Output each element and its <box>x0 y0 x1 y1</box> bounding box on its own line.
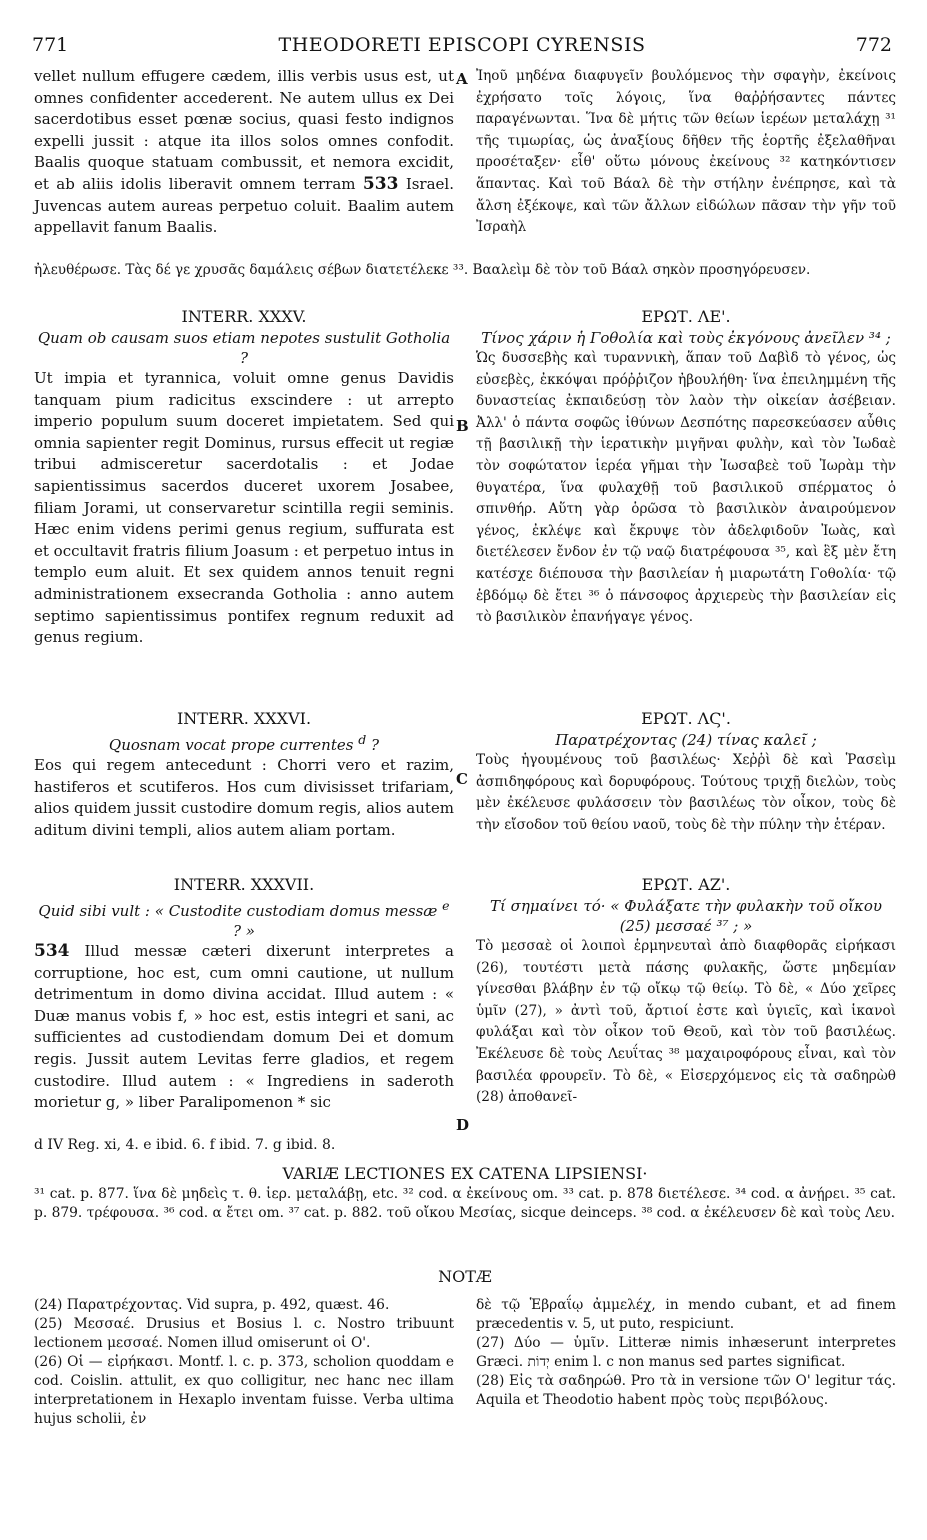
column-number: 533 <box>362 173 399 194</box>
intro-latin-end: Israel. Juvencas autem aureas perpetuo coluit. Baalim autem appellavit fanum Baalis. <box>34 174 454 237</box>
question-subtitle: Τίνος χάριν ἡ Γοθολία καὶ τοὺς ἐκγόνους ἀνεῖλεν ³⁴ ; <box>481 329 891 347</box>
intro-greek-full: ἠλευθέρωσε. Τὰς δέ γε χρυσᾶς δαμάλεις σέβων διατετέλεκε ³³. Βααλεὶμ δὲ τὸν τοῦ Βάαλ σηκὸν προσηγόρευσεν. <box>34 262 811 278</box>
margin-marker-b: B <box>456 417 469 435</box>
margin-marker-c: C <box>456 770 468 788</box>
subtitle-end: ? » <box>233 922 255 940</box>
question-subtitle: Παρατρέχοντας (24) τίνας καλεῖ ; <box>555 731 817 749</box>
question-subtitle <box>34 730 454 755</box>
question-text: Ὡς δυσσεβὴς καὶ τυραννικὴ, ἅπαν τοῦ Δαβὶδ τὸ γένος, ὡς εὐσεβὲς, ἐκκόψαι πρόῤῥιζον ἠβουλήθη· ἵνα ἐπειλημμένη τῆς δυναστείας ἐκπαιδεύσῃ τὸν λαὸν τὴν οἰκείαν ἀσέβειαν. Ἀλλ' ὁ πάντα σοφῶς ἰθύνων Δεσπότης παρεσκεύασεν αὖθις τῇ βασιλικῇ τὴν ἱερατικὴν μιγῆναι φυλὴν, καὶ τὸν Ἰωδαὲ τὸν σοφώτατον ἱερέα γῆμαι τὴν Ἰωσαβεὲ τοῦ Ἰωρὰμ τὴν θυγατέρα, ἵνα φυλαχθῇ τοῦ βασιλικοῦ σπέρματος ὁ σπινθήρ. Αὕτη γὰρ ὁρῶσα τὸ βασιλικὸν ἀναιρούμενον γένος, ἐκλέψε καὶ ἔκρυψε τὸν ἀδελφιδοῦν Ἰωὰς, καὶ διετέλεσεν ἔνδον ἐν τῷ ναῷ διατρέφουσα ³⁵, καὶ ἓξ μὲν ἔτη κατέσχε διέπουσα τὴν βασιλείαν ἡ μιαρωτάτη Γοθολία· τῷ ἑβδόμῳ δὲ ἔτει ³⁶ ὁ πάνσοφος ἀρχιερεὺς τὴν βασιλείαν εἰς τὸ βασιλικὸν ἐπανήγαγε γένος. <box>476 350 896 626</box>
variae-lectiones <box>34 1163 896 1223</box>
intro-latin-text: vellet nullum effugere cædem, illis verbis usus est, ut omnes confidenter accederent. Ne autem ullus ex Dei sacerdotibus esset pœnæ socius, quasi festo indignos expelli jussit : atque ita illos solos omnes confodit. Baalis quoque statuam combussit, et nemora excidit, et ab aliis idolis liberavit omnem terram <box>34 67 454 193</box>
question-36-latin <box>34 708 454 841</box>
question-heading: ΕΡΩΤ. ΑΖ'. <box>641 875 731 894</box>
section-title: VARIÆ LECTIONES EX CATENA LIPSIENSI· <box>282 1164 648 1183</box>
question-heading: INTERR. XXXV. <box>181 307 307 326</box>
running-title: THEODORETI EPISCOPI CYRENSIS <box>278 34 646 56</box>
question-heading: INTERR. XXXVI. <box>176 709 312 728</box>
footnote-mark: e <box>442 898 450 913</box>
question-text: Ut impia et tyrannica, voluit omne genus Davidis tanquam pium radicitus exscindere : ut arrepto imperio populum suum doceret impietatem. Sed qui omnia sapienter regit Dominus, rursus effecit ut regiæ tribui admisceretur sacerdotalis : et Jodae sapientissimus sacerdos duceret uxorem Josabee, filiam Jorami, ut conservaretur scintilla regii seminis. Hæc enim videns perimi genus regium, suffurata est et occultavit fratris filium Joasum : et perpetuo intus in templo eum aluit. Et sex quidem annos tenuit regni administrationem exsecranda Gotholia : anno autem septimo sapientissimus pontifex regnum reduxit ad genus regium. <box>34 369 454 647</box>
question-subtitle: Quam ob causam suos etiam nepotes sustulit Gotholia ? <box>37 329 451 367</box>
subtitle-text: Quosnam vocat prope currentes <box>108 736 354 754</box>
scripture-references: d IV Reg. xi, 4. e ibid. 6. f ibid. 7. g ibid. 8. <box>34 1137 336 1153</box>
question-37-greek <box>476 874 896 1109</box>
question-35-greek <box>476 306 896 629</box>
page-number-right: 772 <box>855 34 892 56</box>
note-item: δὲ τῷ Ἑβραΐῳ ἀμμελέχ, in mendo cubant, et ad finem præcedentis v. 5, ut puto, respiciunt. <box>476 1297 896 1332</box>
note-item: (27) Δύο — ὑμῖν. Litteræ nimis inhæserunt interpretes Græci. יְדוֹת enim l. c non manus sed partes significat. <box>476 1335 896 1370</box>
question-text: Eos qui regem antecedunt : Chorri vero et razim, hastiferos et scutiferos. Hos cum divisisset trifariam, alios quidem jussit custodire domum regis, alios autem aditum divini templi, alios autem aliam portam. <box>34 756 454 839</box>
intro-greek: Ἰηοῦ μηδένα διαφυγεῖν βουλόμενος τὴν σφαγὴν, ἐκείνοις ἐχρήσατο τοῖς λόγοις, ἵνα θαῤῥήσαντες πάντες παραγένωνται. Ἵνα δὲ μήτις τῶν θείων ἱερέων μεταλάχῃ ³¹ τῆς τιμωρίας, ὡς ἀναξίους δῆθεν τῆς ἑορτῆς ἐξελαθῆναι προσέταξεν· εἶθ' οὕτω μόνους ἐκείνους ³² κατηκόντισεν ἅπαντας. Καὶ τοῦ Βάαλ δὲ τὴν στήλην ἐνέπρησε, καὶ τὰ ἄλση ἐξέκοψε, καὶ τῶν ἄλλων εἰδώλων πᾶσαν τὴν γῆν τοῦ Ἰσραὴλ <box>476 68 896 236</box>
note-item: (25) Μεσσαέ. Drusius et Bosius l. c. Nostro tribuunt lectionem μεσσαέ. Nomen illud omiserunt οἱ Ο'. <box>34 1316 454 1351</box>
question-text: Τὸ μεσσαὲ οἱ λοιποὶ ἑρμηνευταὶ ἀπὸ διαφθορᾶς εἰρήκασι (26), τουτέστι μετὰ πάσης φυλακῆς, ὥστε μηδεμίαν γίνεσθαι βλάβην ἐν τῷ οἴκῳ τῷ θείῳ. Τὸ δὲ, « Δύο χεῖρες ὑμῖν (27), » ἀντὶ τοῦ, ἄρτιοί ἐστε καὶ ὑγιεῖς, καὶ ἱκανοὶ φυλάξαι καὶ τὸν οἶκον τοῦ Θεοῦ, καὶ τὸν τοῦ βασιλέως. Ἐκέλευσε δὲ τοὺς Λευΐτας ³⁸ μαχαιροφόρους εἶναι, καὶ τὸν βασιλέα φρουρεῖν. Τὸ δὲ, « Εἰσερχόμενος εἰς τὰ σαδηρὼθ (28) ἀποθανεῖ- <box>476 938 896 1106</box>
subtitle-end: ? <box>371 736 380 754</box>
margin-marker-d: D <box>456 1116 470 1134</box>
intro-latin <box>34 66 454 239</box>
question-subtitle: Τί σημαίνει τό· « Φυλάξατε τὴν φυλακὴν τοῦ οἴκου (25) μεσσαέ ³⁷ ; » <box>489 897 883 935</box>
footnote-mark: d <box>358 732 367 747</box>
question-text <box>34 941 454 1114</box>
question-subtitle <box>34 896 454 941</box>
note-item: (26) Οἱ — εἰρήκασι. Montf. l. c. p. 373, scholion quoddam e cod. Coislin. attulit, ex quo colligitur, nec hanc nec illam interpretationem in Hexaplo inventam fuisse. Verba ultima hujus scholii, ἐν <box>34 1354 454 1427</box>
subtitle-text: Quid sibi vult : « Custodite custodiam domus messæ <box>38 902 438 920</box>
question-heading: ΕΡΩΤ. ΛΕ'. <box>641 307 731 326</box>
notae-right <box>476 1296 896 1410</box>
page-number-left: 771 <box>32 34 69 56</box>
notae-title: NOTÆ <box>438 1267 492 1286</box>
question-heading: INTERR. XXXVII. <box>173 875 315 894</box>
question-text: Τοὺς ἡγουμένους τοῦ βασιλέως· Χεῤῥὶ δὲ καὶ Ῥασεὶμ ἀσπιδηφόρους καὶ δορυφόρους. Τούτους τριχῇ διελὼν, τοὺς μὲν ἐκέλευσε φυλάσσειν τὸν βασιλέως τὸν οἶκον, τοὺς δὲ τὴν εἴσοδον τοῦ θείου ναοῦ, τοὺς δὲ τὴν πύλην τὴν ἑτέραν. <box>476 752 896 833</box>
margin-marker-a: A <box>456 70 468 88</box>
question-text-body: Illud messæ cæteri dixerunt interpretes a corruptione, hoc est, cum omni cautione, ut nullum detrimentum in domo divina accidat. Illud autem : « Duæ manus vobis f, » hoc est, estis integri et sani, ac sufficientes ad custodiendam domum Dei et domum regis. Jussit autem Levitas ferre gladios, et regem custodire. Illud autem : « Ingrediens in saderoth morietur g, » liber Paralipomenon * sic <box>34 942 454 1112</box>
notae-left <box>34 1296 454 1429</box>
running-header <box>32 34 892 64</box>
question-35-latin <box>34 306 454 649</box>
question-36-greek <box>476 708 896 836</box>
column-number: 534 <box>34 941 70 961</box>
variae-text: ³¹ cat. p. 877. ἵνα δὲ μηδεὶς τ. θ. ἱερ. μεταλάβῃ, etc. ³² cod. α ἐκείνους om. ³³ cat. p. 878 διετέλεσε. ³⁴ cod. α ἀνῄρει. ³⁵ cat. p. 879. τρέφουσα. ³⁶ cod. α ἔτει om. ³⁷ cat. p. 882. τοῦ οἴκου Μεσίας, sicque deinceps. ³⁸ cod. α ἐκέλευσεν δὲ καὶ τοὺς Λευ. <box>34 1186 896 1221</box>
note-item: (24) Παρατρέχοντας. Vid supra, p. 492, quæst. 46. <box>34 1297 390 1313</box>
note-item: (28) Εἰς τὰ σαδηρώθ. Pro τὰ in versione τῶν Ο' legitur τάς. Aquila et Theodotio habent πρὸς τοὺς περιβόλους. <box>476 1373 896 1408</box>
question-37-latin <box>34 874 454 1114</box>
question-heading: ΕΡΩΤ. ΛϚ'. <box>641 709 731 728</box>
